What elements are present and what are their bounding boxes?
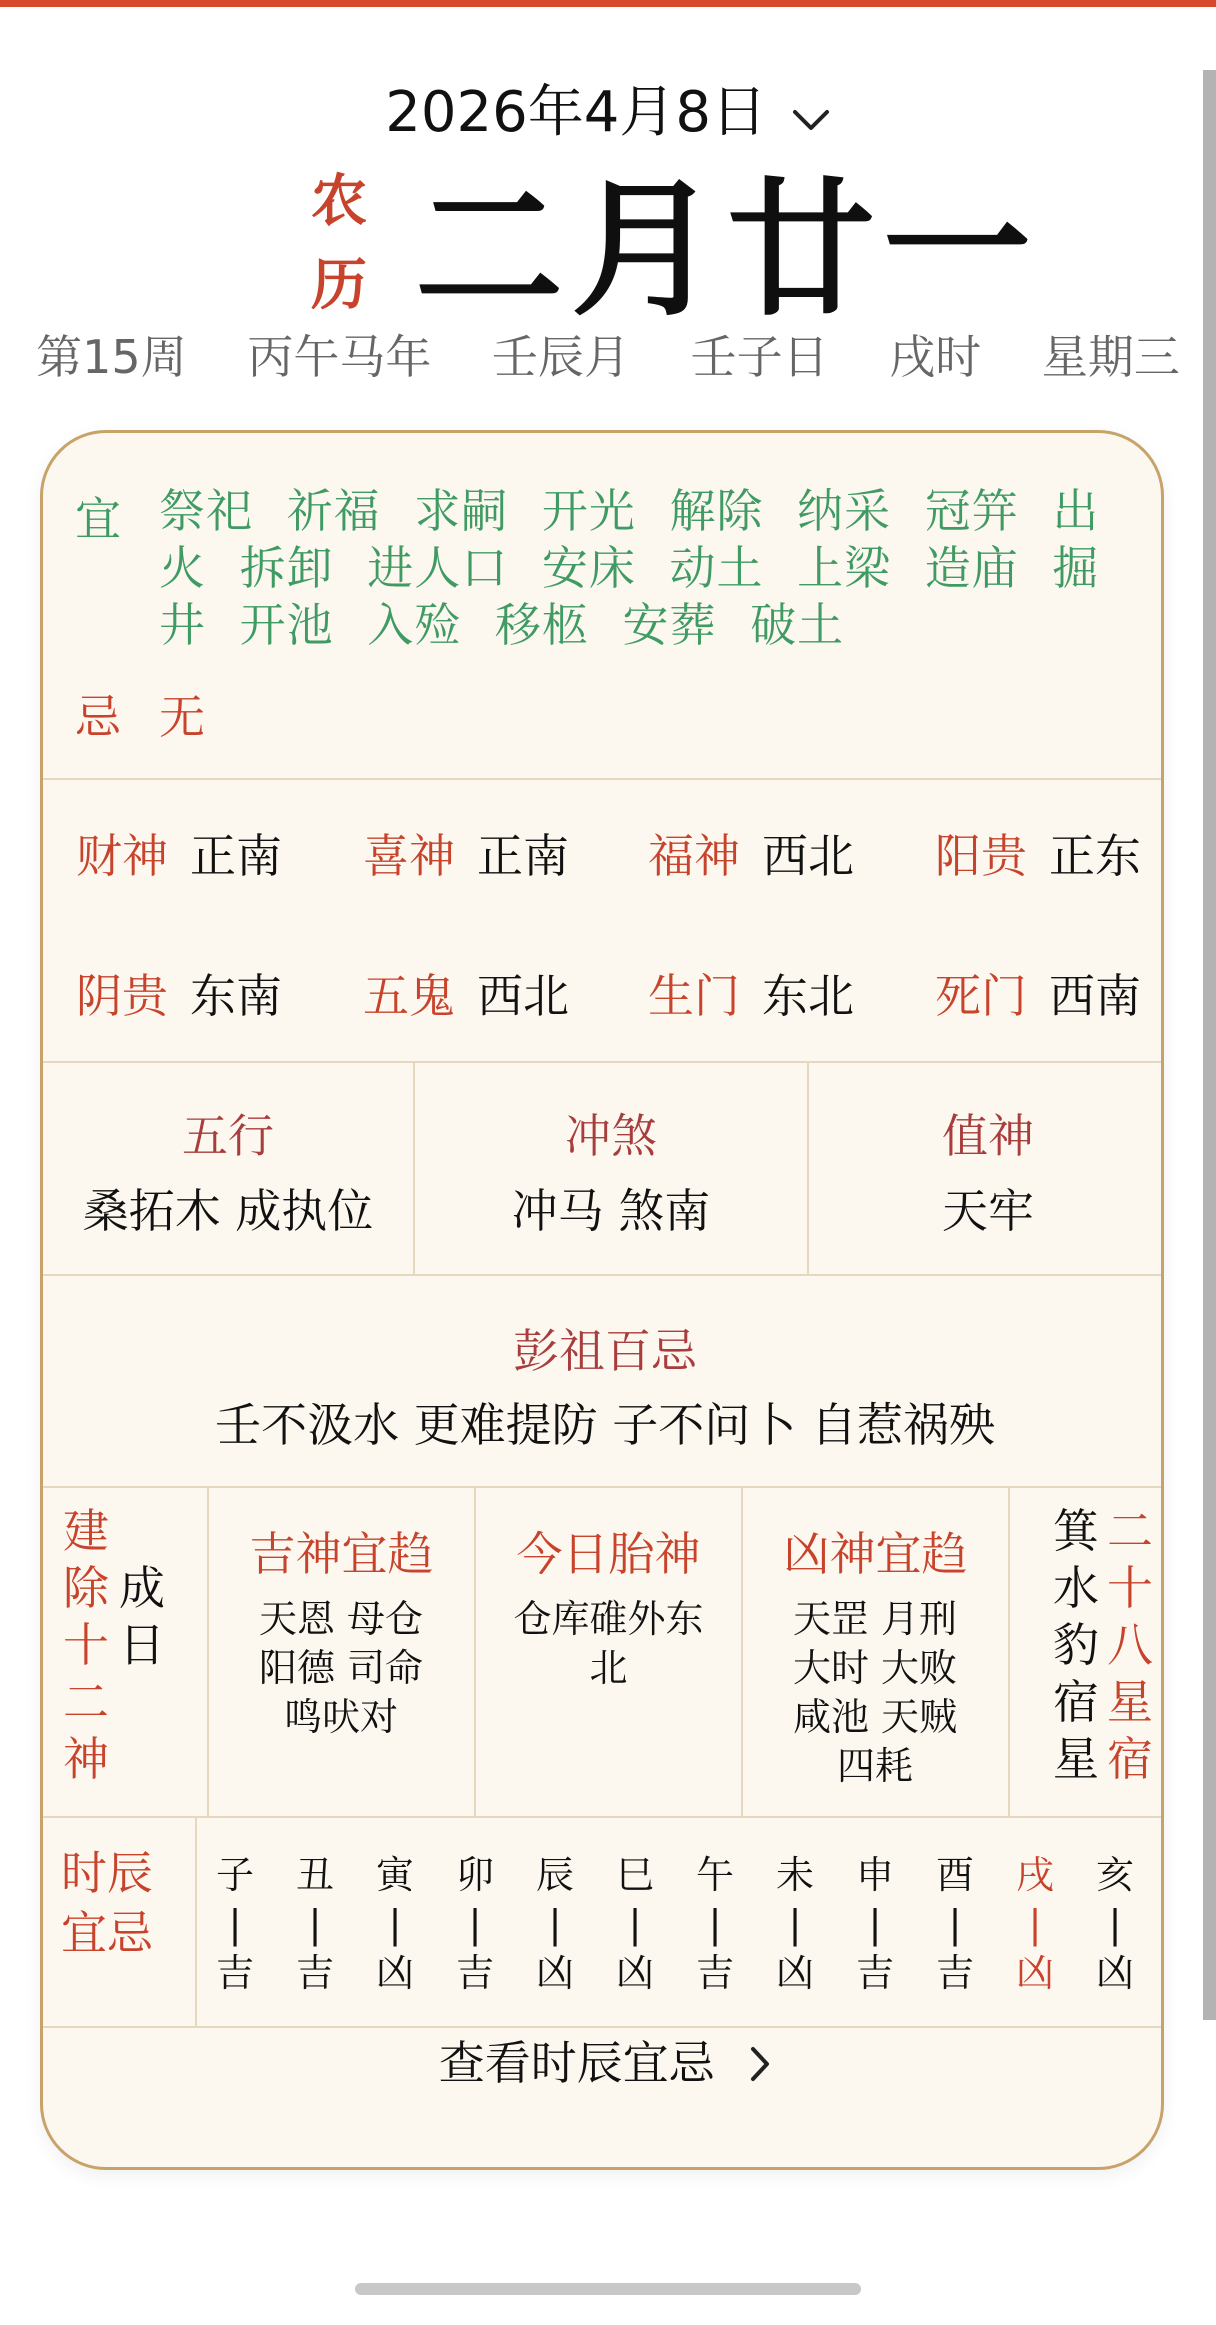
yi-item: 动土 <box>669 541 764 595</box>
hour-sep: | <box>1028 1902 1042 1946</box>
xiongshen-line: 咸池 天贼 <box>792 1695 958 1739</box>
ji-label: 忌 <box>75 690 121 744</box>
lunar-date: 二月廿一 <box>415 164 1039 336</box>
yi-item: 入殓 <box>367 598 462 652</box>
hours-label-line: 宜忌 <box>61 1906 153 1960</box>
xiu-label-char: 十 <box>1107 1561 1153 1615</box>
jianchu-label <box>61 1503 111 1788</box>
year-ganzhi: 丙午马年 <box>247 330 432 384</box>
hour-luck: 吉 <box>295 1951 334 1995</box>
direction-item <box>935 966 1141 1026</box>
xiu-label-char: 八 <box>1107 1618 1153 1672</box>
xiu-label <box>1105 1503 1155 1788</box>
hour-ganzhi: 戌时 <box>889 330 982 384</box>
hour-luck: 吉 <box>855 1951 894 1995</box>
pengzu-title: 彭祖百忌 <box>513 1324 697 1378</box>
jianchu-value-char: 成 <box>119 1561 165 1615</box>
hour-zhi: 辰 <box>535 1853 574 1897</box>
direction-value: 西南 <box>1049 969 1141 1023</box>
jianchu-label-char: 神 <box>63 1732 109 1786</box>
xiu-value-char: 水 <box>1053 1561 1099 1615</box>
direction-item <box>363 826 569 886</box>
yi-item: 祈福 <box>286 484 381 538</box>
chevron-right-icon <box>749 2037 771 2097</box>
direction-value: 正东 <box>1049 829 1141 883</box>
hour-zhi: 寅 <box>375 1853 414 1897</box>
wuxing-value: 桑拓木 成执位 <box>82 1184 374 1238</box>
pengzu-value: 壬不汲水 更难提防 子不问卜 自惹祸殃 <box>215 1398 995 1452</box>
jishen-list <box>246 1595 436 1742</box>
direction-item <box>76 966 282 1026</box>
yi-item: 开池 <box>239 598 334 652</box>
hour-item <box>285 1851 345 1998</box>
taishen-line: 北 <box>589 1646 628 1690</box>
jishen-title: 吉神宜趋 <box>249 1527 434 1581</box>
hour-zhi: 午 <box>695 1853 734 1897</box>
xiu-value-char: 箕 <box>1053 1504 1099 1558</box>
direction-key: 死门 <box>935 969 1027 1023</box>
direction-value: 西北 <box>477 969 569 1023</box>
hour-luck: 吉 <box>215 1951 254 1995</box>
direction-value: 东北 <box>762 969 854 1023</box>
hour-sep: | <box>468 1902 482 1946</box>
divider <box>43 778 1164 780</box>
direction-item <box>648 966 854 1026</box>
ji-list: 无 <box>159 690 205 744</box>
hour-luck: 凶 <box>1015 1951 1054 1995</box>
hour-sep: | <box>628 1902 642 1946</box>
hour-item <box>765 1851 825 1998</box>
yi-item: 开光 <box>541 484 636 538</box>
jianchu-label-char: 十 <box>63 1618 109 1672</box>
divider <box>807 1061 809 1274</box>
divider <box>1008 1486 1010 1816</box>
xiongshen-line: 四耗 <box>836 1744 913 1788</box>
yi-item: 造庙 <box>924 541 1019 595</box>
divider <box>43 1816 1164 1818</box>
hour-item <box>685 1851 745 1998</box>
direction-key: 阴贵 <box>76 969 168 1023</box>
direction-value: 西北 <box>762 829 854 883</box>
hour-zhi: 子 <box>215 1853 254 1897</box>
chongsha-value: 冲马 煞南 <box>511 1184 711 1238</box>
hours-label-line: 时辰 <box>61 1846 153 1900</box>
hour-luck: 凶 <box>375 1951 414 1995</box>
hour-zhi: 丑 <box>295 1853 334 1897</box>
direction-key: 财神 <box>76 829 168 883</box>
hour-item <box>205 1851 265 1998</box>
hour-sep: | <box>548 1902 562 1946</box>
hour-luck: 凶 <box>775 1951 814 1995</box>
direction-key: 喜神 <box>363 829 455 883</box>
jishen-line: 阳德 司命 <box>258 1646 424 1690</box>
hour-item-current <box>1005 1851 1065 1998</box>
hour-sep: | <box>868 1902 882 1946</box>
hour-item <box>1085 1851 1145 1998</box>
lunar-tag-char: 历 <box>311 253 367 318</box>
yi-item: 移柩 <box>494 598 589 652</box>
yi-item: 进人口 <box>367 541 509 595</box>
jianchu-label-char: 二 <box>63 1675 109 1729</box>
direction-item <box>648 826 854 886</box>
date-selector-label: 2026年4月8日 <box>385 80 767 145</box>
yi-list <box>159 483 1149 654</box>
xiu-label-char: 星 <box>1107 1675 1153 1729</box>
chevron-down-icon <box>791 81 831 151</box>
direction-item <box>76 826 282 886</box>
taishen-title: 今日胎神 <box>516 1527 701 1581</box>
yi-item: 掘井 <box>159 541 1100 652</box>
hour-zhi: 申 <box>855 1853 894 1897</box>
lunar-tag-char: 农 <box>311 169 367 234</box>
home-indicator[interactable] <box>355 2283 861 2295</box>
hour-luck: 吉 <box>455 1951 494 1995</box>
hour-zhi: 酉 <box>935 1853 974 1897</box>
hour-zhi: 卯 <box>455 1853 494 1897</box>
hour-sep: | <box>948 1902 962 1946</box>
hour-item <box>845 1851 905 1998</box>
jianchu-label-char: 除 <box>63 1561 109 1615</box>
xiongshen-line: 大时 大败 <box>792 1646 958 1690</box>
zhishen-title: 值神 <box>942 1109 1034 1163</box>
hour-sep: | <box>1108 1902 1122 1946</box>
date-selector[interactable] <box>0 78 1216 151</box>
direction-key: 生门 <box>648 969 740 1023</box>
hour-item <box>925 1851 985 1998</box>
taishen-line: 仓库碓外东 <box>513 1597 704 1641</box>
xiongshen-list <box>780 1595 970 1791</box>
hour-luck: 吉 <box>935 1951 974 1995</box>
hour-luck: 凶 <box>535 1951 574 1995</box>
yi-label: 宜 <box>75 492 121 546</box>
divider <box>195 1816 197 2026</box>
jianchu-value-char: 日 <box>119 1618 165 1672</box>
chongsha-title: 冲煞 <box>565 1109 657 1163</box>
xiongshen-line: 天罡 月刑 <box>792 1597 958 1641</box>
divider <box>43 1061 1164 1063</box>
hour-item <box>525 1851 585 1998</box>
xiu-label-char: 宿 <box>1107 1732 1153 1786</box>
yi-item: 拆卸 <box>239 541 334 595</box>
direction-value: 正南 <box>477 829 569 883</box>
divider <box>413 1061 415 1274</box>
direction-item <box>935 826 1141 886</box>
wuxing-title: 五行 <box>182 1109 274 1163</box>
hour-sep: | <box>708 1902 722 1946</box>
almanac-card <box>40 430 1164 2170</box>
direction-value: 东南 <box>190 969 282 1023</box>
direction-key: 五鬼 <box>363 969 455 1023</box>
direction-key: 福神 <box>648 829 740 883</box>
hour-zhi: 巳 <box>615 1853 654 1897</box>
hour-item <box>365 1851 425 1998</box>
jishen-line: 天恩 母仓 <box>258 1597 424 1641</box>
divider <box>43 1486 1164 1488</box>
hour-zhi: 戌 <box>1015 1853 1054 1897</box>
hour-luck: 凶 <box>1095 1951 1134 1995</box>
xiu-label-char: 二 <box>1107 1504 1153 1558</box>
yi-item: 求嗣 <box>414 484 509 538</box>
month-ganzhi: 壬辰月 <box>491 330 630 384</box>
zhishen-value: 天牢 <box>942 1184 1034 1238</box>
jianchu-value <box>117 1560 167 1674</box>
lunar-tag <box>308 160 370 328</box>
date-meta <box>0 325 1216 389</box>
taishen-list <box>506 1595 711 1693</box>
yi-item: 解除 <box>669 484 764 538</box>
yi-item: 出火 <box>159 484 1100 595</box>
hour-luck: 吉 <box>695 1951 734 1995</box>
xiu-value-char: 星 <box>1053 1732 1099 1786</box>
hour-sep: | <box>388 1902 402 1946</box>
view-hours-button[interactable] <box>43 2033 1164 2097</box>
hour-zhi: 亥 <box>1095 1853 1134 1897</box>
hours-label <box>61 1843 171 1963</box>
hour-luck: 凶 <box>615 1951 654 1995</box>
direction-key: 阳贵 <box>935 829 1027 883</box>
top-accent-bar <box>0 0 1216 7</box>
yi-item: 上梁 <box>797 541 892 595</box>
jishen-line: 鸣吠对 <box>283 1695 398 1739</box>
weekday: 星期三 <box>1041 330 1180 384</box>
direction-item <box>363 966 569 1026</box>
xiu-value <box>1051 1503 1101 1788</box>
yi-item: 祭祀 <box>159 484 253 538</box>
hour-sep: | <box>308 1902 322 1946</box>
yi-item: 安床 <box>541 541 636 595</box>
xiu-value-char: 豹 <box>1053 1618 1099 1672</box>
xiongshen-title: 凶神宜趋 <box>783 1527 968 1581</box>
hour-item <box>445 1851 505 1998</box>
yi-item: 冠笄 <box>924 484 1019 538</box>
hour-item <box>605 1851 665 1998</box>
divider <box>43 1274 1164 1276</box>
direction-value: 正南 <box>190 829 282 883</box>
view-hours-label: 查看时辰宜忌 <box>438 2036 715 2090</box>
jianchu-label-char: 建 <box>63 1504 109 1558</box>
week-number: 第15周 <box>36 330 187 384</box>
day-ganzhi: 壬子日 <box>690 330 829 384</box>
yi-item: 纳采 <box>797 484 892 538</box>
yi-item: 破土 <box>750 598 845 652</box>
hour-sep: | <box>788 1902 802 1946</box>
yi-item: 安葬 <box>622 598 717 652</box>
hour-zhi: 未 <box>775 1853 814 1897</box>
xiu-value-char: 宿 <box>1053 1675 1099 1729</box>
divider <box>43 2026 1164 2028</box>
hour-sep: | <box>228 1902 242 1946</box>
